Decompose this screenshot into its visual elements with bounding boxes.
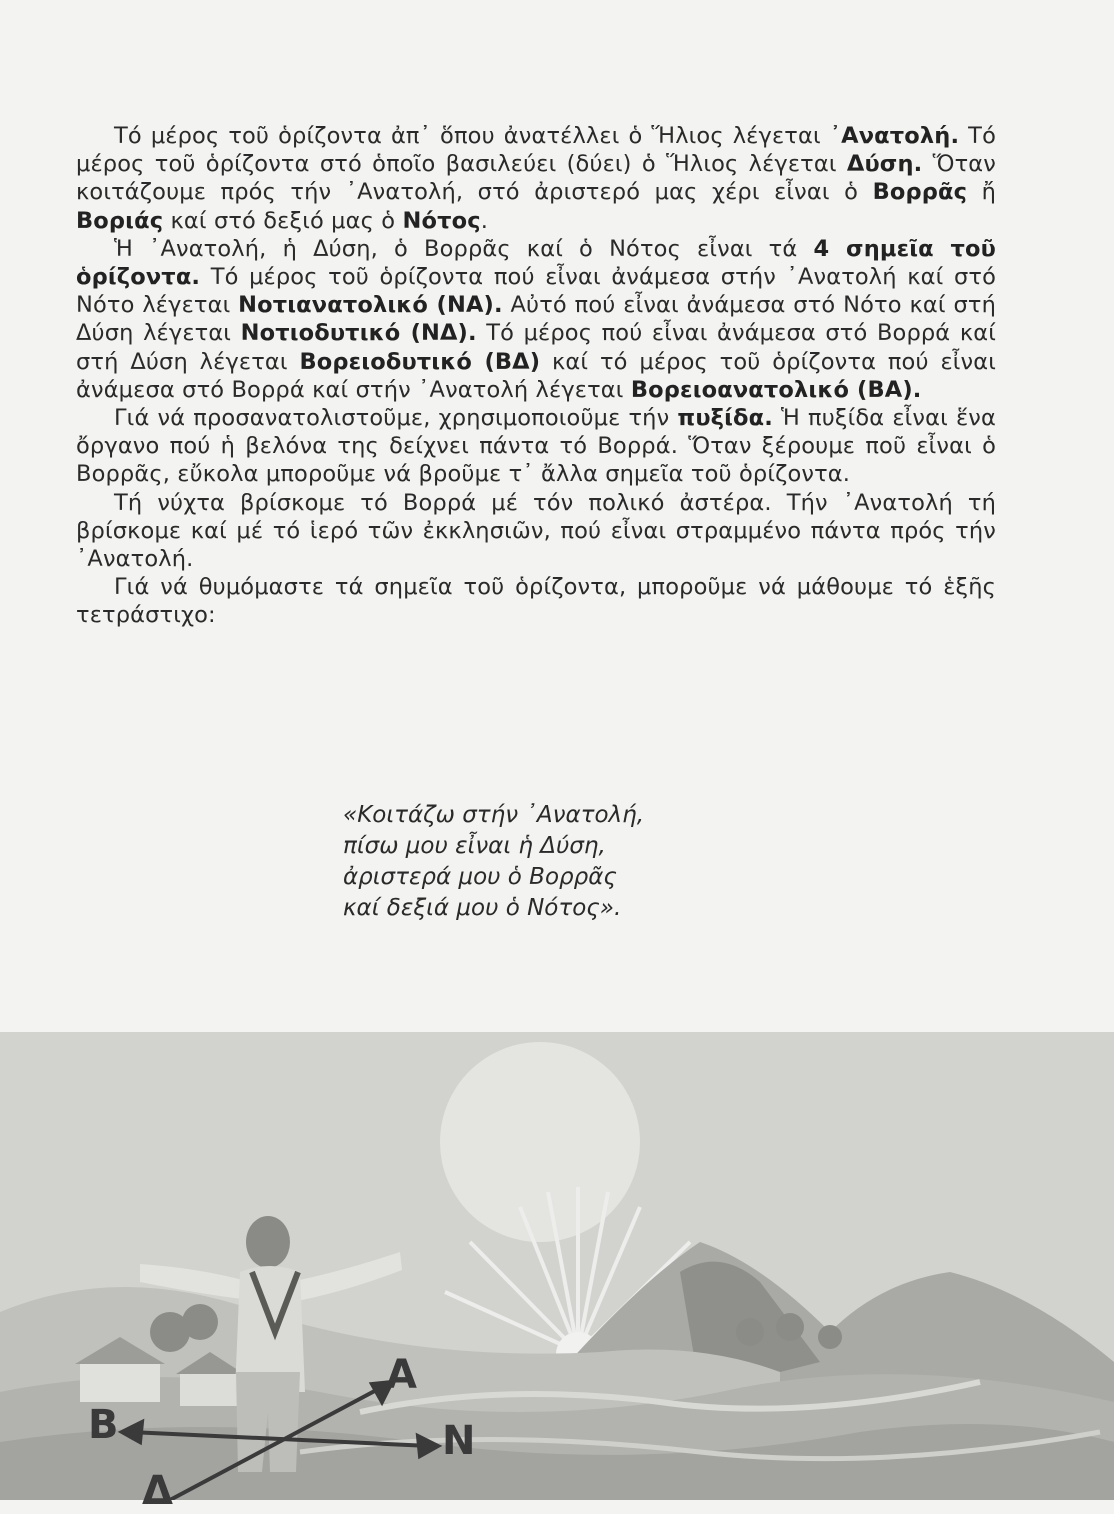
compass-south-label: Ν [442,1418,476,1464]
bold-term: ᾽Ανατολή. [829,123,960,149]
text-run: Γιά νά θυμόμαστε τά σημεῖα τοῦ ὁρίζοντα, μποροῦμε νά μάθουμε τό ἑξῆς τετράστιχο: [76,574,996,629]
text-run: καί στό δεξιό μας ὁ [163,207,403,234]
paragraph [76,404,996,489]
bold-term: Βορειοδυτικό (ΒΔ) [299,348,541,375]
text-run: Ἡ ᾽Ανατολή, ἡ Δύση, ὁ Βορρᾶς καί ὁ Νότος εἶναι τά [114,235,814,262]
text-run: Τό μέρος τοῦ ὁρίζοντα πού εἶναι ἀνάμεσα στήν ᾽Ανατολή καί στό Νότο λέγεται [76,264,996,319]
text-run: Τό μέρος τοῦ ὁρίζοντα στό ὁποῖο βασιλεύει (δύει) ὁ Ἥλιος λέγεται [76,123,996,178]
paragraph [76,235,996,404]
text-run: Ὅταν κοιτάζουμε πρός τήν ᾽Ανατολή, στό ἀριστερό μας χέρι εἶναι ὁ [76,151,996,206]
landscape-drawing [0,1032,1114,1500]
text-run: Τή νύχτα βρίσκομε τό Βορρά μέ τόν πολικό ἀστέρα. Τήν ᾽Ανατολή τή βρίσκομε καί μέ τό ἱερό τῶν ἐκκλησιῶν, πού εἶναι στραμμένο πάντα πρός τήν ᾽Ανατολή. [76,489,996,573]
compass-north-label: Δ [142,1468,173,1514]
text-run: Αὐτό πού εἶναι ἀνάμεσα στό Νότο καί στή Δύση λέγεται [76,292,997,347]
poem-line: «Κοιτάζω στήν ᾽Ανατολή, [343,802,645,828]
orientation-illustration [0,1032,1114,1514]
body-text [76,122,996,630]
bold-term: Βορρᾶς [872,179,968,206]
text-run: ἤ [967,179,996,206]
bold-term: Νοτιοδυτικό (ΝΔ). [240,320,477,347]
bold-term: Βορειοανατολικό (ΒΑ). [630,376,922,403]
paragraph [76,122,996,235]
text-run: καί τό μέρος τοῦ ὁρίζοντα πού εἶναι ἀνάμεσα στό Βορρά καί στήν ᾽Ανατολή λέγεται [76,348,996,403]
quatrain [343,800,823,924]
compass-west-label: Β [88,1402,119,1448]
bold-term: Βοριάς [76,207,164,234]
sun-glow [440,1042,640,1242]
poem-line: καί δεξιά μου ὁ Νότος». [343,895,622,921]
paragraph [76,489,996,574]
text-run: Γιά νά προσανατολιστοῦμε, χρησιμοποιοῦμε τήν [114,405,678,432]
compass-east-label: Α [386,1352,417,1398]
text-run: . [480,207,489,234]
text-run: Ἡ πυξίδα εἶναι ἕνα ὄργανο πού ἡ βελόνα της δείχνει πάντα τό Βορρά. Ὅταν ξέρουμε ποῦ εἶναι ὁ Βορρᾶς, εὔκολα μποροῦμε νά βροῦμε τ᾽ ἄλλα σημεῖα τοῦ ὁρίζοντα. [76,405,996,488]
paragraph [76,573,996,629]
bold-term: Δύση. [846,151,923,178]
bold-term: Νοτιανατολικό (ΝΑ). [238,292,503,319]
text-run: Τό μέρος πού εἶναι ἀνάμεσα στό Βορρά καί στή Δύση λέγεται [76,320,996,375]
text-run: Τό μέρος τοῦ ὁρίζοντα ἀπ᾽ ὅπου ἀνατέλλει ὁ Ἥλιος λέγεται [114,123,830,149]
bold-term: Νότος [402,207,481,234]
bold-term: πυξίδα. [677,405,773,432]
poem-line: πίσω μου εἶναι ἡ Δύση, [343,833,606,859]
bold-term: 4 σημεῖα τοῦ ὁρίζοντα. [76,235,997,291]
poem-line: ἀριστερά μου ὁ Βορρᾶς [343,864,617,890]
